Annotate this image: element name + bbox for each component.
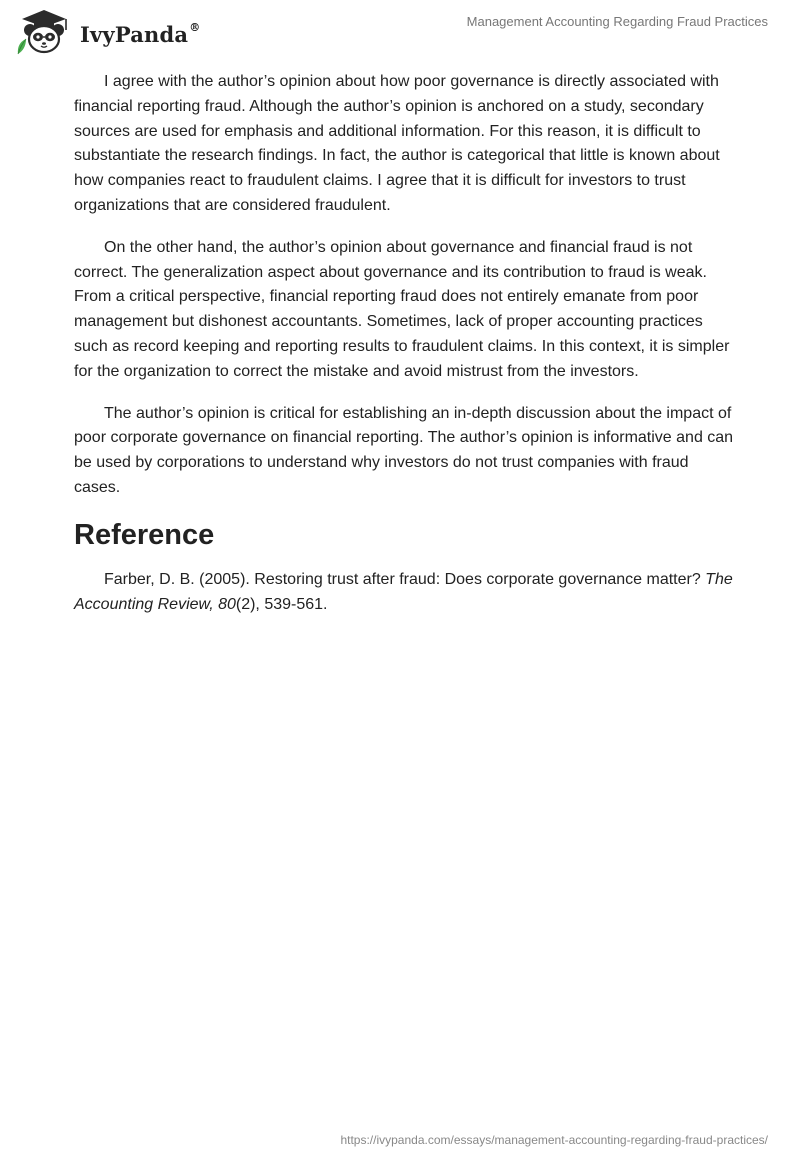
panda-graduation-cap-logo-icon (14, 8, 74, 56)
reference-citation: Farber, D. B. (2005). Restoring trust after fraud: Does corporate governance matter? (104, 570, 706, 588)
page-header (0, 0, 800, 60)
reference-journal: The Accounting Review, 80 (74, 570, 733, 613)
brand-name (80, 20, 201, 47)
source-url[interactable]: https://ivypanda.com/essays/management-accounting-regarding-fraud-practices/ (340, 1133, 768, 1147)
brand-logo[interactable] (14, 8, 200, 56)
reference-heading: Reference (74, 518, 215, 551)
document-title: Management Accounting Regarding Fraud Practices (466, 14, 768, 29)
brand-name-text: IvyPanda (80, 21, 189, 47)
registered-mark: ® (189, 20, 201, 34)
body-paragraph-2: On the other hand, the author’s opinion about governance and financial fraud is not correct. The generalization aspect about governance and its contribution to fraud is weak. From a critical perspective, financial reporting fraud does not entirely emanate from poor management but dishonest accountants. Sometimes, lack of proper accounting practices such as record keeping and reporting results to fraudulent claims. In this context, it is simpler for the organization to correct the mistake and avoid mistrust from the investors. (74, 238, 730, 380)
body-paragraph-3: The author’s opinion is critical for establishing an in-depth discussion about the impact of poor corporate governance on financial reporting. The author’s opinion is informative and can be used by corporations to understand why investors do not trust companies with fraud cases. (74, 404, 734, 496)
reference-entry (74, 568, 734, 618)
essay-body (74, 70, 734, 617)
body-paragraph-1: I agree with the author’s opinion about how poor governance is directly associated with financial reporting fraud. Although the author’s opinion is anchored on a study, secondary sources are used for emphasis and additional information. For this reason, it is difficult to substantiate the research findings. In fact, the author is categorical that little is known about how companies react to fraudulent claims. I agree that it is difficult for investors to trust organizations that are considered fraudulent. (74, 73, 720, 214)
reference-issue-pages: (2), 539-561. (235, 595, 328, 613)
